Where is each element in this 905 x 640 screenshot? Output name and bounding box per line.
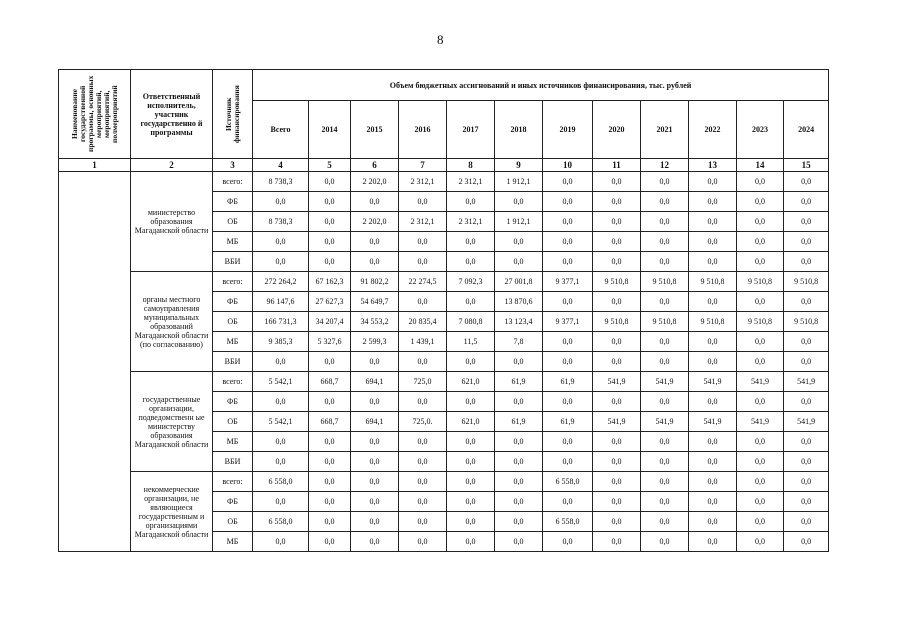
- value-cell: 7 080,8: [447, 312, 495, 332]
- column-index: 1: [59, 159, 131, 172]
- value-cell: 0,0: [543, 452, 593, 472]
- source-cell: МБ: [213, 532, 253, 552]
- column-index: 8: [447, 159, 495, 172]
- value-cell: 0,0: [737, 192, 784, 212]
- value-cell: 0,0: [495, 352, 543, 372]
- value-cell: 0,0: [784, 232, 829, 252]
- value-cell: 0,0: [447, 532, 495, 552]
- value-cell: 9 510,8: [593, 312, 641, 332]
- source-cell: ФБ: [213, 492, 253, 512]
- value-cell: 9 510,8: [641, 312, 689, 332]
- header-year: 2017: [447, 101, 495, 159]
- value-cell: 6 558,0: [543, 512, 593, 532]
- value-cell: 6 558,0: [543, 472, 593, 492]
- value-cell: 0,0: [784, 172, 829, 192]
- value-cell: 0,0: [399, 232, 447, 252]
- value-cell: 0,0: [641, 332, 689, 352]
- value-cell: 61,9: [495, 372, 543, 392]
- value-cell: 0,0: [253, 532, 309, 552]
- value-cell: 0,0: [543, 432, 593, 452]
- value-cell: 5 327,6: [309, 332, 351, 352]
- value-cell: 0,0: [641, 492, 689, 512]
- value-cell: 0,0: [543, 392, 593, 412]
- value-cell: 0,0: [784, 352, 829, 372]
- value-cell: 2 312,1: [399, 212, 447, 232]
- value-cell: 0,0: [689, 332, 737, 352]
- header-year: 2021: [641, 101, 689, 159]
- value-cell: 0,0: [447, 452, 495, 472]
- value-cell: 0,0: [784, 192, 829, 212]
- value-cell: 0,0: [447, 512, 495, 532]
- value-cell: 9 510,8: [784, 312, 829, 332]
- value-cell: 0,0: [309, 452, 351, 472]
- value-cell: 0,0: [737, 252, 784, 272]
- value-cell: 5 542,1: [253, 412, 309, 432]
- value-cell: 0,0: [593, 332, 641, 352]
- value-cell: 0,0: [351, 452, 399, 472]
- value-cell: 0,0: [641, 352, 689, 372]
- value-cell: 22 274,5: [399, 272, 447, 292]
- value-cell: 0,0: [543, 232, 593, 252]
- value-cell: 0,0: [737, 532, 784, 552]
- value-cell: 0,0: [689, 232, 737, 252]
- value-cell: 0,0: [399, 532, 447, 552]
- executor-cell: органы местного самоуправления муниципальных образований Магаданской области (по согласованию): [131, 272, 213, 372]
- value-cell: 0,0: [641, 452, 689, 472]
- value-cell: 0,0: [641, 392, 689, 412]
- table-row: [59, 372, 829, 392]
- column-index: 10: [543, 159, 593, 172]
- value-cell: 0,0: [309, 432, 351, 452]
- value-cell: 0,0: [689, 512, 737, 532]
- value-cell: 0,0: [253, 432, 309, 452]
- value-cell: 2 312,1: [447, 172, 495, 192]
- value-cell: 13 123,4: [495, 312, 543, 332]
- value-cell: 0,0: [309, 512, 351, 532]
- column-index: 14: [737, 159, 784, 172]
- value-cell: 0,0: [253, 232, 309, 252]
- value-cell: 0,0: [399, 392, 447, 412]
- column-index: 12: [641, 159, 689, 172]
- value-cell: 0,0: [253, 452, 309, 472]
- value-cell: 541,9: [593, 372, 641, 392]
- value-cell: 0,0: [784, 432, 829, 452]
- value-cell: 0,0: [784, 332, 829, 352]
- value-cell: 0,0: [737, 432, 784, 452]
- value-cell: 0,0: [737, 352, 784, 372]
- value-cell: 541,9: [689, 412, 737, 432]
- column-index: 2: [131, 159, 213, 172]
- value-cell: 0,0: [784, 292, 829, 312]
- value-cell: 0,0: [641, 192, 689, 212]
- value-cell: 0,0: [495, 392, 543, 412]
- value-cell: 13 870,6: [495, 292, 543, 312]
- value-cell: 0,0: [253, 192, 309, 212]
- value-cell: 2 599,3: [351, 332, 399, 352]
- value-cell: 0,0: [253, 492, 309, 512]
- value-cell: 27 001,8: [495, 272, 543, 292]
- value-cell: 0,0: [641, 232, 689, 252]
- value-cell: 0,0: [309, 252, 351, 272]
- value-cell: 9 510,8: [689, 312, 737, 332]
- value-cell: 0,0: [351, 432, 399, 452]
- value-cell: 0,0: [399, 292, 447, 312]
- value-cell: 0,0: [543, 352, 593, 372]
- value-cell: 0,0: [593, 232, 641, 252]
- value-cell: 61,9: [543, 412, 593, 432]
- source-cell: ОБ: [213, 312, 253, 332]
- value-cell: 7,8: [495, 332, 543, 352]
- value-cell: 0,0: [447, 232, 495, 252]
- value-cell: 9 377,1: [543, 312, 593, 332]
- value-cell: 0,0: [593, 512, 641, 532]
- header-year: Всего: [253, 101, 309, 159]
- source-cell: ФБ: [213, 192, 253, 212]
- source-cell: ОБ: [213, 212, 253, 232]
- value-cell: 11,5: [447, 332, 495, 352]
- value-cell: 0,0: [593, 452, 641, 472]
- column-index: 3: [213, 159, 253, 172]
- column-index: 5: [309, 159, 351, 172]
- header-executor: Ответственный исполнитель, участник государственно й программы: [131, 70, 213, 159]
- value-cell: 0,0: [737, 492, 784, 512]
- value-cell: 0,0: [593, 172, 641, 192]
- value-cell: 541,9: [737, 372, 784, 392]
- value-cell: 0,0: [593, 532, 641, 552]
- value-cell: 0,0: [309, 392, 351, 412]
- column-index: 9: [495, 159, 543, 172]
- value-cell: 9 510,8: [641, 272, 689, 292]
- value-cell: 0,0: [784, 212, 829, 232]
- value-cell: 0,0: [784, 512, 829, 532]
- value-cell: 0,0: [495, 492, 543, 512]
- value-cell: 0,0: [543, 212, 593, 232]
- value-cell: 0,0: [399, 492, 447, 512]
- value-cell: 0,0: [689, 192, 737, 212]
- value-cell: 0,0: [253, 252, 309, 272]
- column-index: 11: [593, 159, 641, 172]
- value-cell: 0,0: [447, 292, 495, 312]
- value-cell: 0,0: [351, 192, 399, 212]
- value-cell: 166 731,3: [253, 312, 309, 332]
- value-cell: 0,0: [689, 252, 737, 272]
- value-cell: 2 202,0: [351, 172, 399, 192]
- header-program-name: Наименование государственной программы, основных мероприятий, мероприятий, полмероприятий: [59, 70, 131, 159]
- source-cell: ФБ: [213, 392, 253, 412]
- value-cell: 0,0: [543, 292, 593, 312]
- value-cell: 0,0: [309, 212, 351, 232]
- header-year: 2024: [784, 101, 829, 159]
- value-cell: 0,0: [641, 432, 689, 452]
- header-budget-title: Объем бюджетных ассигнований и иных источников финансирования, тыс. рублей: [253, 70, 829, 101]
- value-cell: 0,0: [641, 512, 689, 532]
- value-cell: 0,0: [447, 352, 495, 372]
- value-cell: 0,0: [543, 172, 593, 192]
- value-cell: 0,0: [495, 472, 543, 492]
- executor-cell: государственные организации, подведомственн ые министерству образования Магаданской области: [131, 372, 213, 472]
- value-cell: 0,0: [351, 472, 399, 492]
- executor-cell: министерство образования Магаданской области: [131, 172, 213, 272]
- value-cell: 541,9: [689, 372, 737, 392]
- value-cell: 9 377,1: [543, 272, 593, 292]
- value-cell: 272 264,2: [253, 272, 309, 292]
- value-cell: 0,0: [399, 472, 447, 492]
- value-cell: 621,0: [447, 372, 495, 392]
- value-cell: 0,0: [399, 252, 447, 272]
- value-cell: 0,0: [689, 352, 737, 372]
- value-cell: 694,1: [351, 372, 399, 392]
- value-cell: 0,0: [447, 252, 495, 272]
- header-year: 2023: [737, 101, 784, 159]
- value-cell: 0,0: [737, 392, 784, 412]
- source-cell: всего:: [213, 472, 253, 492]
- value-cell: 0,0: [737, 232, 784, 252]
- value-cell: 541,9: [641, 372, 689, 392]
- value-cell: 6 558,0: [253, 512, 309, 532]
- value-cell: 621,0: [447, 412, 495, 432]
- value-cell: 0,0: [737, 172, 784, 192]
- value-cell: 1 912,1: [495, 212, 543, 232]
- table-row: [59, 172, 829, 192]
- value-cell: 61,9: [543, 372, 593, 392]
- value-cell: 0,0: [641, 472, 689, 492]
- value-cell: 1 912,1: [495, 172, 543, 192]
- value-cell: 725,0: [399, 372, 447, 392]
- source-cell: всего:: [213, 272, 253, 292]
- value-cell: 0,0: [593, 492, 641, 512]
- value-cell: 8 738,3: [253, 212, 309, 232]
- value-cell: 9 510,8: [737, 312, 784, 332]
- value-cell: 1 439,1: [399, 332, 447, 352]
- value-cell: 694,1: [351, 412, 399, 432]
- value-cell: 725,0.: [399, 412, 447, 432]
- value-cell: 34 553,2: [351, 312, 399, 332]
- column-index: 6: [351, 159, 399, 172]
- value-cell: 0,0: [737, 292, 784, 312]
- source-cell: МБ: [213, 232, 253, 252]
- source-cell: всего:: [213, 372, 253, 392]
- source-cell: МБ: [213, 332, 253, 352]
- value-cell: 9 510,8: [689, 272, 737, 292]
- header-year: 2020: [593, 101, 641, 159]
- value-cell: 0,0: [309, 232, 351, 252]
- value-cell: 2 312,1: [399, 172, 447, 192]
- value-cell: 7 092,3: [447, 272, 495, 292]
- value-cell: 0,0: [495, 252, 543, 272]
- value-cell: 6 558,0: [253, 472, 309, 492]
- value-cell: 0,0: [689, 292, 737, 312]
- value-cell: 541,9: [737, 412, 784, 432]
- value-cell: 0,0: [447, 192, 495, 212]
- value-cell: 96 147,6: [253, 292, 309, 312]
- value-cell: 0,0: [447, 472, 495, 492]
- value-cell: 541,9: [784, 412, 829, 432]
- value-cell: 0,0: [309, 492, 351, 512]
- value-cell: 27 627,3: [309, 292, 351, 312]
- value-cell: 9 510,8: [593, 272, 641, 292]
- value-cell: 0,0: [309, 172, 351, 192]
- value-cell: 0,0: [737, 472, 784, 492]
- value-cell: 0,0: [495, 532, 543, 552]
- header-source: Источник финансирования: [213, 70, 253, 159]
- value-cell: 0,0: [784, 252, 829, 272]
- header-year: 2022: [689, 101, 737, 159]
- value-cell: 0,0: [641, 292, 689, 312]
- value-cell: 2 312,1: [447, 212, 495, 232]
- column-index: 4: [253, 159, 309, 172]
- page-number: 8: [437, 32, 444, 47]
- source-cell: ВБИ: [213, 452, 253, 472]
- value-cell: 0,0: [309, 352, 351, 372]
- value-cell: 34 207,4: [309, 312, 351, 332]
- value-cell: 0,0: [309, 532, 351, 552]
- header-year: 2015: [351, 101, 399, 159]
- value-cell: 0,0: [543, 332, 593, 352]
- value-cell: 0,0: [495, 192, 543, 212]
- column-index: 13: [689, 159, 737, 172]
- column-index: 7: [399, 159, 447, 172]
- value-cell: 0,0: [689, 492, 737, 512]
- value-cell: 0,0: [784, 492, 829, 512]
- value-cell: 0,0: [543, 532, 593, 552]
- value-cell: 0,0: [351, 492, 399, 512]
- source-cell: МБ: [213, 432, 253, 452]
- value-cell: 0,0: [689, 472, 737, 492]
- value-cell: 0,0: [593, 432, 641, 452]
- value-cell: 0,0: [253, 392, 309, 412]
- program-name-cell: [59, 172, 131, 552]
- value-cell: 0,0: [784, 452, 829, 472]
- value-cell: 0,0: [447, 432, 495, 452]
- value-cell: 668,7: [309, 372, 351, 392]
- value-cell: 0,0: [689, 392, 737, 412]
- header-year: 2014: [309, 101, 351, 159]
- source-cell: ОБ: [213, 412, 253, 432]
- value-cell: 0,0: [737, 332, 784, 352]
- value-cell: 0,0: [351, 532, 399, 552]
- value-cell: 8 738,3: [253, 172, 309, 192]
- value-cell: 0,0: [447, 492, 495, 512]
- value-cell: 0,0: [593, 212, 641, 232]
- value-cell: 0,0: [593, 252, 641, 272]
- value-cell: 20 835,4: [399, 312, 447, 332]
- header-year: 2016: [399, 101, 447, 159]
- value-cell: 0,0: [689, 452, 737, 472]
- value-cell: 0,0: [399, 452, 447, 472]
- value-cell: 9 385,3: [253, 332, 309, 352]
- value-cell: 0,0: [784, 532, 829, 552]
- value-cell: 0,0: [399, 432, 447, 452]
- value-cell: 668,7: [309, 412, 351, 432]
- value-cell: 0,0: [689, 172, 737, 192]
- value-cell: 0,0: [689, 212, 737, 232]
- value-cell: 0,0: [447, 392, 495, 412]
- value-cell: 0,0: [495, 432, 543, 452]
- value-cell: 0,0: [351, 252, 399, 272]
- value-cell: 0,0: [641, 532, 689, 552]
- value-cell: 9 510,8: [737, 272, 784, 292]
- value-cell: 0,0: [593, 192, 641, 212]
- value-cell: 0,0: [737, 512, 784, 532]
- value-cell: 0,0: [399, 352, 447, 372]
- value-cell: 0,0: [593, 352, 641, 372]
- value-cell: 0,0: [689, 532, 737, 552]
- value-cell: 541,9: [784, 372, 829, 392]
- value-cell: 541,9: [593, 412, 641, 432]
- value-cell: 0,0: [593, 472, 641, 492]
- value-cell: 0,0: [495, 452, 543, 472]
- budget-table: [58, 69, 829, 552]
- value-cell: 61,9: [495, 412, 543, 432]
- value-cell: 0,0: [543, 252, 593, 272]
- value-cell: 0,0: [309, 472, 351, 492]
- value-cell: 54 649,7: [351, 292, 399, 312]
- table-row: [59, 272, 829, 292]
- value-cell: 541,9: [641, 412, 689, 432]
- value-cell: 91 802,2: [351, 272, 399, 292]
- value-cell: 0,0: [399, 512, 447, 532]
- value-cell: 67 162,3: [309, 272, 351, 292]
- value-cell: 0,0: [737, 452, 784, 472]
- source-cell: ОБ: [213, 512, 253, 532]
- value-cell: 0,0: [641, 212, 689, 232]
- header-year: 2018: [495, 101, 543, 159]
- value-cell: 0,0: [543, 192, 593, 212]
- value-cell: 9 510,8: [784, 272, 829, 292]
- value-cell: 5 542,1: [253, 372, 309, 392]
- source-cell: ВБИ: [213, 252, 253, 272]
- executor-cell: некоммерческие организации, не являющиеся государственным и организациями Магаданской области: [131, 472, 213, 552]
- value-cell: 0,0: [641, 172, 689, 192]
- value-cell: 0,0: [351, 352, 399, 372]
- source-cell: ВБИ: [213, 352, 253, 372]
- value-cell: 0,0: [784, 392, 829, 412]
- value-cell: 0,0: [543, 492, 593, 512]
- source-cell: всего:: [213, 172, 253, 192]
- column-index: 15: [784, 159, 829, 172]
- value-cell: 0,0: [641, 252, 689, 272]
- source-cell: ФБ: [213, 292, 253, 312]
- value-cell: 0,0: [784, 472, 829, 492]
- value-cell: 0,0: [253, 352, 309, 372]
- value-cell: 0,0: [351, 392, 399, 412]
- table-row: [59, 472, 829, 492]
- value-cell: 0,0: [593, 292, 641, 312]
- value-cell: 0,0: [495, 232, 543, 252]
- value-cell: 0,0: [351, 512, 399, 532]
- value-cell: 2 202,0: [351, 212, 399, 232]
- value-cell: 0,0: [351, 232, 399, 252]
- value-cell: 0,0: [495, 512, 543, 532]
- value-cell: 0,0: [737, 212, 784, 232]
- value-cell: 0,0: [689, 432, 737, 452]
- value-cell: 0,0: [309, 192, 351, 212]
- header-year: 2019: [543, 101, 593, 159]
- value-cell: 0,0: [593, 392, 641, 412]
- value-cell: 0,0: [399, 192, 447, 212]
